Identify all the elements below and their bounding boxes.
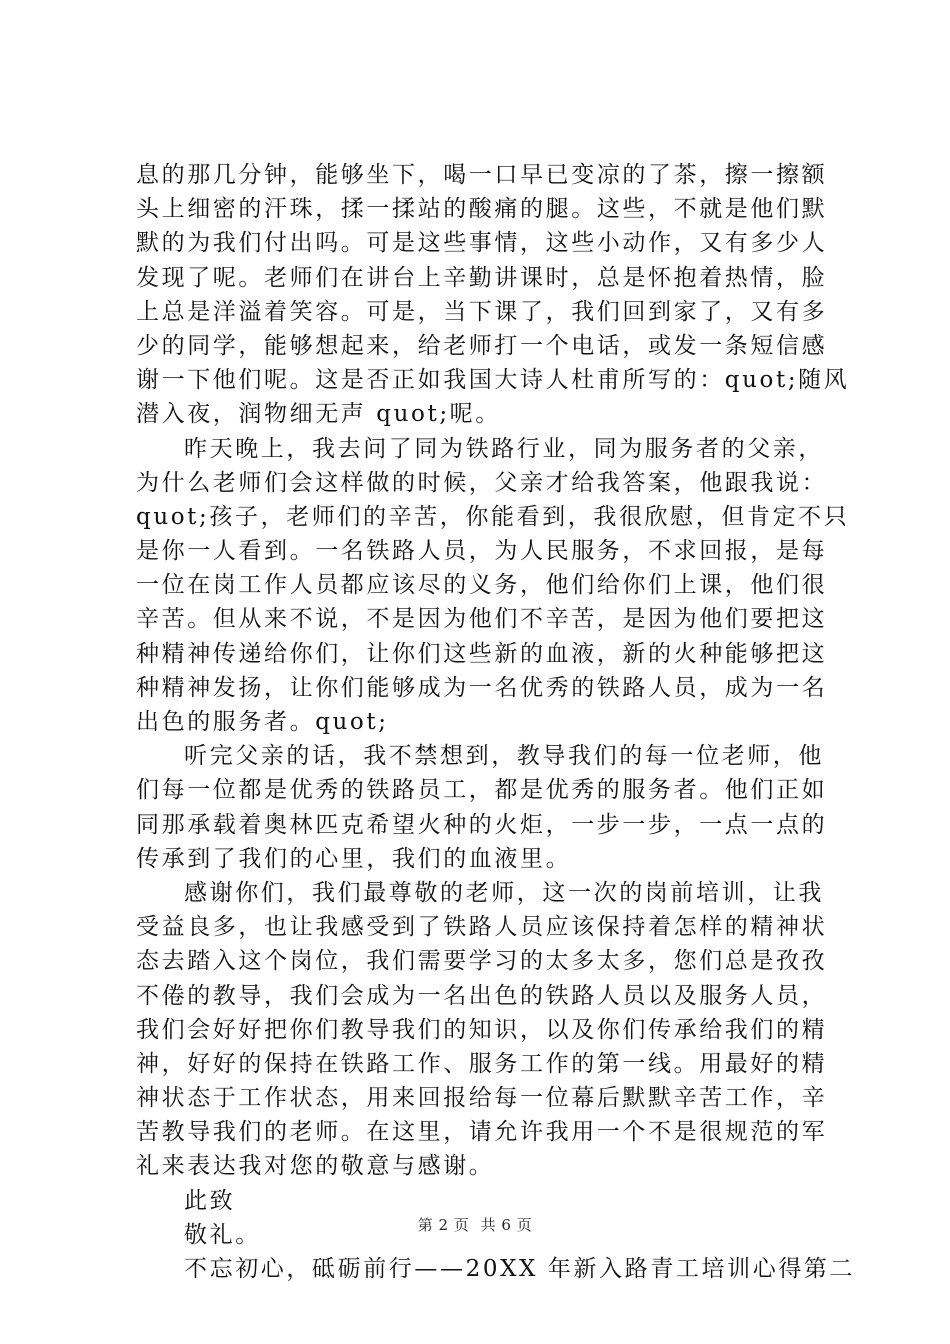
text-line: 少的同学，能够想起来，给老师打一个电话，或发一条短信感 [136, 332, 828, 359]
page-footer [0, 1214, 950, 1235]
text-line: 出色的服务者。quot; [136, 709, 389, 735]
text-line: 苦教导我们的老师。在这里，请允许我用一个不是很规范的军 [136, 1119, 828, 1146]
text-line: 神，好好的保持在铁路工作、服务工作的第一线。用最好的精 [136, 1050, 828, 1077]
text-line: 潜入夜，润物细无声 quot;呢。 [136, 401, 501, 428]
text-line: 辛苦。但从来不说，不是因为他们不辛苦，是因为他们要把这 [136, 606, 828, 633]
text-line: 听完父亲的话，我不禁想到，教导我们的每一位老师，他 [184, 743, 824, 770]
text-line: 为什么老师们会这样做的时候，父亲才给我答案，他跟我说： [136, 469, 828, 496]
text-line: 我们会好好把你们教导我们的知识，以及你们传承给我们的精 [136, 1016, 828, 1043]
text-line: 礼来表达我对您的敬意与感谢。 [136, 1153, 495, 1180]
text-line: 感谢你们，我们最尊敬的老师，这一次的岗前培训，让我 [184, 879, 824, 906]
page-number: 第 2 页 [417, 1216, 470, 1234]
text-line: 昨天晚上，我去问了同为铁路行业，同为服务者的父亲， [184, 435, 824, 462]
text-line: 敬礼。 [184, 1221, 261, 1248]
text-line: 种精神发扬，让你们能够成为一名优秀的铁路人员，成为一名 [136, 674, 828, 701]
text-line: 们每一位都是优秀的铁路员工，都是优秀的服务者。他们正如 [136, 777, 828, 804]
page-total: 共 6 页 [480, 1216, 533, 1234]
document-body [136, 158, 856, 1286]
text-line: 不忘初心，砥砺前行——20XX 年新入路青工培训心得第二 [184, 1256, 856, 1282]
text-line: 谢一下他们呢。这是否正如我国大诗人杜甫所写的：quot;随风 [136, 367, 850, 394]
text-line: 此致 [184, 1187, 236, 1214]
text-line: 发现了呢。老师们在讲台上辛勤讲课时，总是怀抱着热情，脸 [136, 264, 828, 291]
text-line: quot;孩子，老师们的辛苦，你能看到，我很欣慰，但肯定不只 [136, 503, 850, 530]
text-line: 一位在岗工作人员都应该尽的义务，他们给你们上课，他们很 [136, 572, 828, 599]
text-line: 是你一人看到。一名铁路人员，为人民服务，不求回报，是每 [136, 538, 828, 565]
text-line: 上总是洋溢着笑容。可是，当下课了，我们回到家了，又有多 [136, 298, 828, 325]
text-line: 同那承载着奥林匹克希望火种的火炬，一步一步，一点一点的 [136, 811, 828, 838]
text-line: 默的为我们付出吗。可是这些事情，这些小动作，又有多少人 [136, 230, 828, 257]
text-line: 传承到了我们的心里，我们的血液里。 [136, 845, 572, 872]
text-line: 态去踏入这个岗位，我们需要学习的太多太多，您们总是孜孜 [136, 948, 828, 975]
text-line: 种精神传递给你们，让你们这些新的血液，新的火种能够把这 [136, 640, 828, 667]
text-line: 不倦的教导，我们会成为一名出色的铁路人员以及服务人员， [136, 982, 828, 1009]
text-line: 受益良多，也让我感受到了铁路人员应该保持着怎样的精神状 [136, 914, 828, 941]
text-line: 头上细密的汗珠，揉一揉站的酸痛的腿。这些，不就是他们默 [136, 196, 828, 223]
text-line: 神状态于工作状态，用来回报给每一位幕后默默辛苦工作，辛 [136, 1085, 828, 1112]
text-line: 息的那几分钟，能够坐下，喝一口早已变凉的了茶，擦一擦额 [136, 162, 828, 188]
